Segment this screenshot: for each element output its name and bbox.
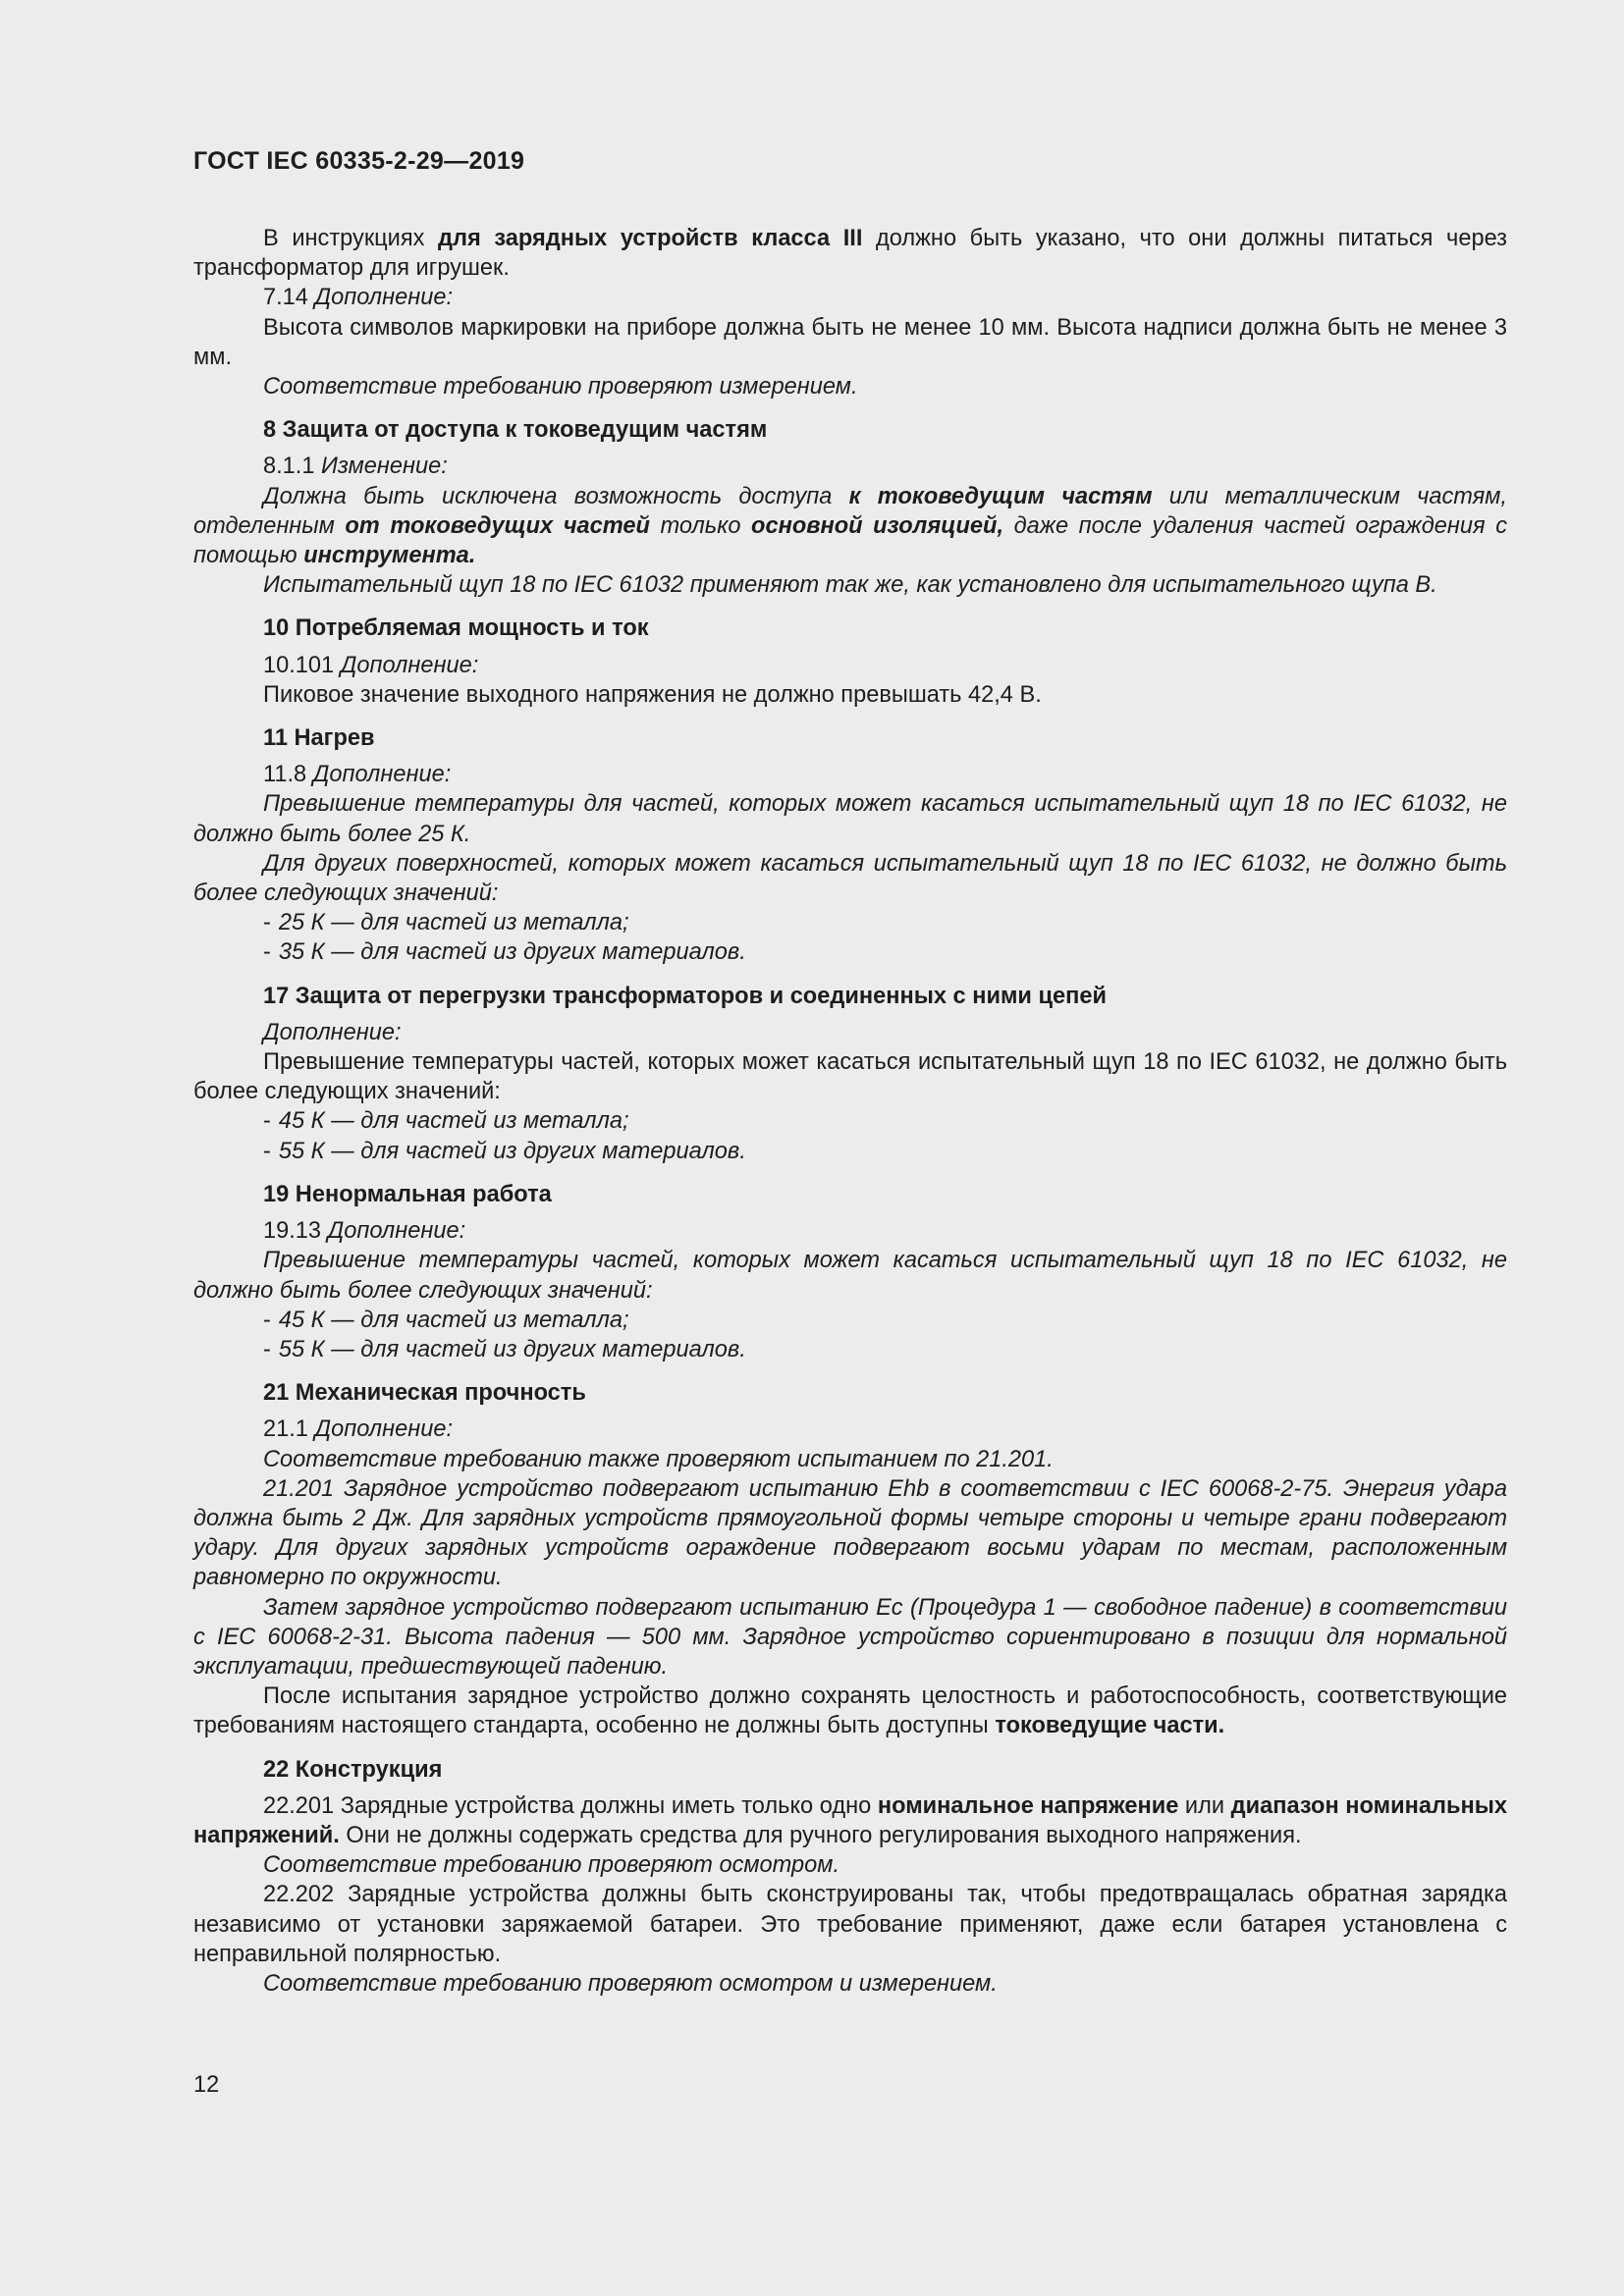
section-heading-19: 19 Ненормальная работа bbox=[263, 1181, 552, 1207]
list-item: - 35 К — для частей из других материалов. bbox=[263, 939, 746, 966]
list-item: - 25 К — для частей из металла; bbox=[263, 910, 629, 936]
paragraph: Должна быть исключена возможность доступа к токоведущим частям или металлическим частям, отделенным от токоведущих частей только основной изоляцией, даже после удаления частей ограждения с помощью инструмента. bbox=[193, 483, 1507, 569]
section-heading-17: 17 Защита от перегрузки трансформаторов и соединенных с ними цепей bbox=[263, 983, 1107, 1009]
compliance-note: Соответствие требованию также проверяют испытанием по 21.201. bbox=[263, 1446, 1054, 1472]
section-heading-8: 8 Защита от доступа к токоведущим частям bbox=[263, 417, 768, 444]
clause-label: Дополнение: bbox=[263, 1019, 402, 1045]
clause-number: 7.14 Дополнение: bbox=[263, 285, 453, 311]
document-body bbox=[193, 224, 1507, 1999]
clause-number: 11.8 Дополнение: bbox=[263, 762, 452, 788]
paragraph: Пиковое значение выходного напряжения не должно превышать 42,4 В. bbox=[263, 681, 1042, 708]
paragraph: 21.201 Зарядное устройство подвергают испытанию Ehb в соответствии с IEC 60068-2-75. Энергия удара должна быть 2 Дж. Для зарядных устройств прямоугольной формы четыре стороны и четыре грани подвергают удару. Для других зарядных устройств ограждение подвергают восьми ударам по местам, расположенным равномерно по окружности. bbox=[193, 1475, 1507, 1591]
compliance-note: Соответствие требованию проверяют осмотром. bbox=[263, 1852, 840, 1879]
page-number: 12 bbox=[193, 2072, 220, 2098]
paragraph: В инструкциях для зарядных устройств класса III должно быть указано, что они должны питаться через трансформатор для игрушек. bbox=[193, 226, 1507, 282]
list-item: - 45 К — для частей из металла; bbox=[263, 1307, 629, 1333]
paragraph: Превышение температуры для частей, которых может касаться испытательный щуп 18 по IEC 61032, не должно быть более 25 К. bbox=[193, 791, 1507, 847]
clause-number: 21.1 Дополнение: bbox=[263, 1416, 453, 1443]
section-heading-11: 11 Нагрев bbox=[263, 725, 375, 752]
list-item: - 55 К — для частей из других материалов. bbox=[263, 1138, 746, 1164]
paragraph: Для других поверхностей, которых может касаться испытательный щуп 18 по IEC 61032, не должно быть более следующих значений: bbox=[193, 850, 1507, 907]
paragraph: 22.202 Зарядные устройства должны быть сконструированы так, чтобы предотвращалась обратная зарядка независимо от установки заряжаемой батареи. Это требование применяют, даже если батарея установлена с неправильной полярностью. bbox=[193, 1882, 1507, 1967]
section-heading-21: 21 Механическая прочность bbox=[263, 1380, 586, 1407]
compliance-note: Соответствие требованию проверяют осмотром и измерением. bbox=[263, 1970, 998, 1997]
document-header: ГОСТ IEC 60335-2-29—2019 bbox=[193, 147, 525, 175]
clause-number: 10.101 Дополнение: bbox=[263, 652, 479, 678]
clause-number: 8.1.1 Изменение: bbox=[263, 454, 448, 480]
section-heading-10: 10 Потребляемая мощность и ток bbox=[263, 615, 649, 642]
paragraph: После испытания зарядное устройство должно сохранять целостность и работоспособность, соответствующие требованиям настоящего стандарта, особенно не должны быть доступны токоведущие части. bbox=[193, 1683, 1507, 1739]
paragraph: Высота символов маркировки на приборе должна быть не менее 10 мм. Высота надписи должна быть не менее 3 мм. bbox=[193, 314, 1507, 370]
clause-number: 19.13 Дополнение: bbox=[263, 1218, 466, 1245]
compliance-note: Соответствие требованию проверяют измерением. bbox=[263, 374, 858, 400]
paragraph: Превышение температуры частей, которых может касаться испытательный щуп 18 по IEC 61032, не должно быть более следующих значений: bbox=[193, 1248, 1507, 1304]
paragraph: Испытательный щуп 18 по IEC 61032 применяют так же, как установлено для испытательного щупа B. bbox=[263, 572, 1437, 599]
paragraph: 22.201 Зарядные устройства должны иметь только одно номинальное напряжение или диапазон номинальных напряжений. Они не должны содержать средства для ручного регулирования выходного напряжения. bbox=[193, 1792, 1507, 1848]
paragraph: Превышение температуры частей, которых может касаться испытательный щуп 18 по IEC 61032, не должно быть более следующих значений: bbox=[193, 1049, 1507, 1105]
section-heading-22: 22 Конструкция bbox=[263, 1756, 443, 1783]
list-item: - 45 К — для частей из металла; bbox=[263, 1108, 629, 1135]
list-item: - 55 К — для частей из других материалов. bbox=[263, 1336, 746, 1362]
paragraph: Затем зарядное устройство подвергают испытанию Ec (Процедура 1 — свободное падение) в соответствии с IEC 60068-2-31. Высота падения — 500 мм. Зарядное устройство сориентировано в позиции для нормальной эксплуатации, предшествующей падению. bbox=[193, 1594, 1507, 1680]
